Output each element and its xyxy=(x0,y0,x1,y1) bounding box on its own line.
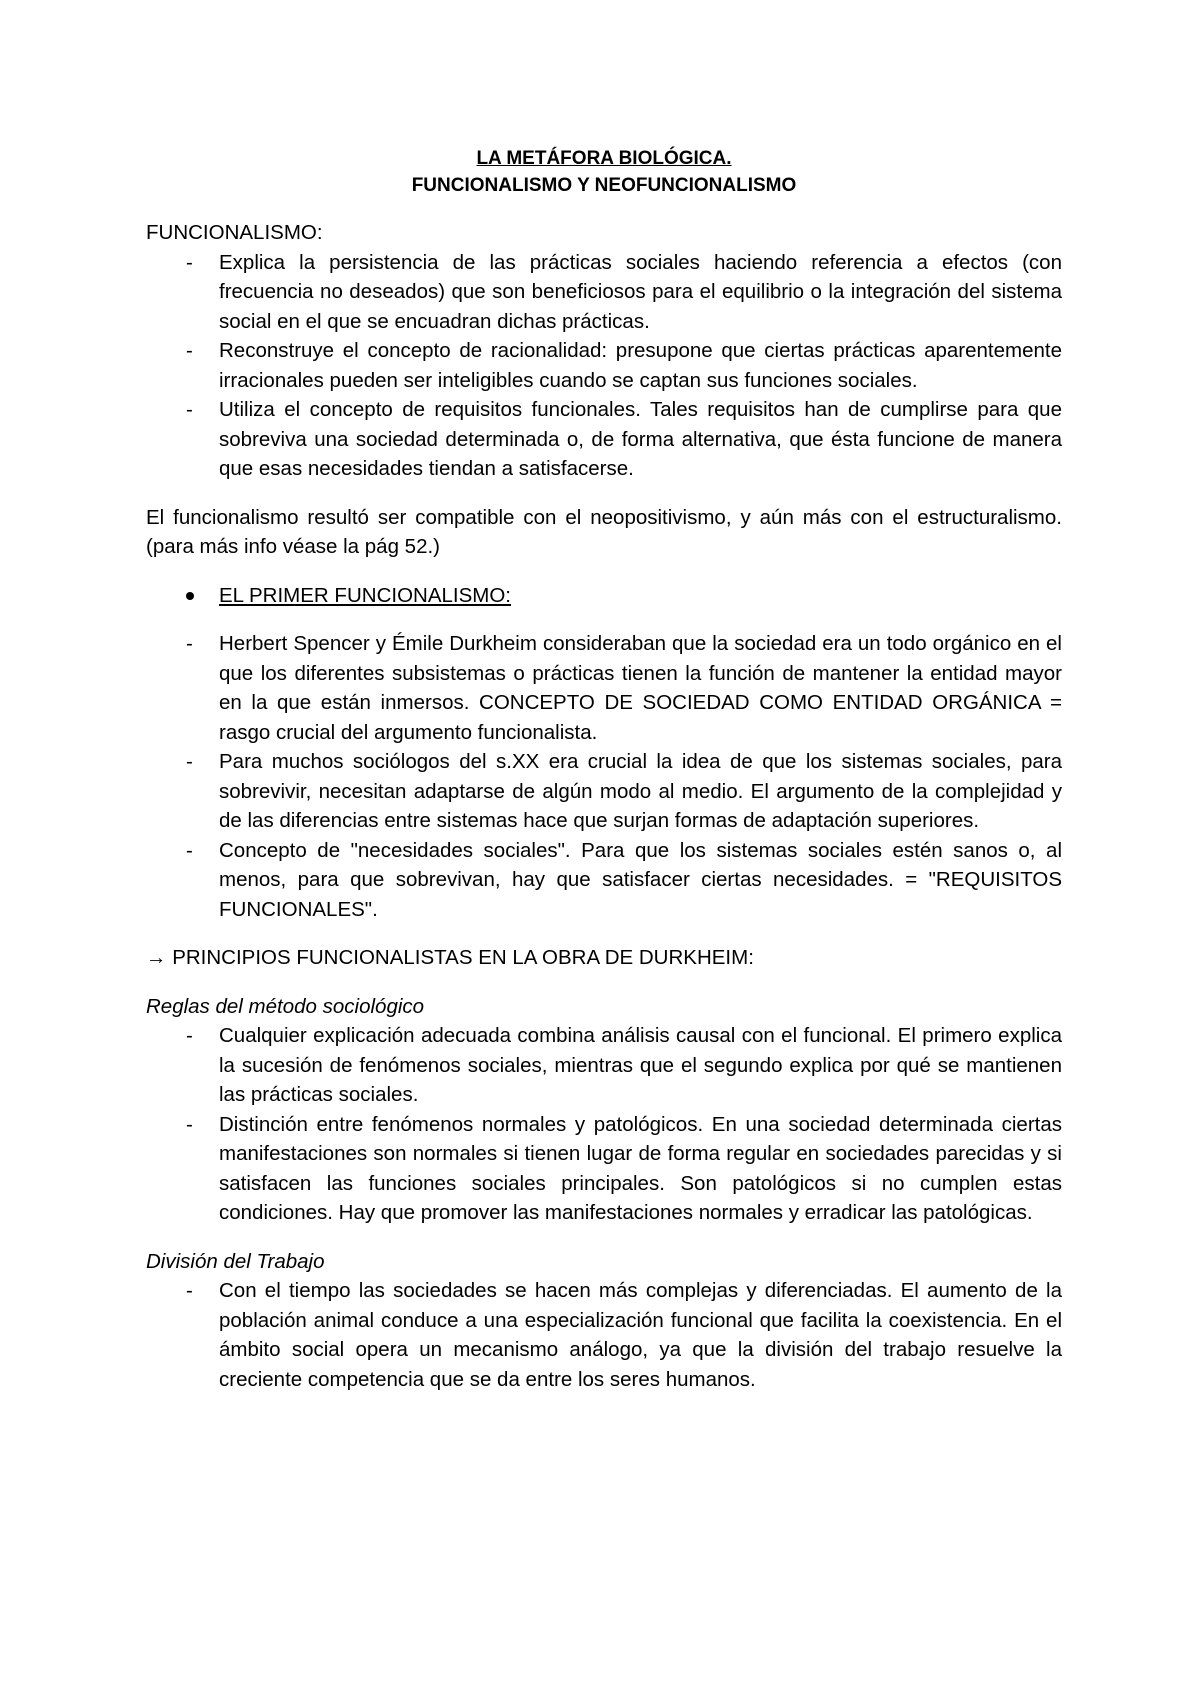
document-subtitle: FUNCIONALISMO Y NEOFUNCIONALISMO xyxy=(411,175,797,196)
list-item: - Reconstruye el concepto de racionalidad: presupone que ciertas prácticas aparentemente irracionales pueden ser inteligibles cuando se captan sus funciones sociales. xyxy=(146,336,1062,395)
section-primer-funcionalismo xyxy=(146,581,1062,925)
list-item: - Para muchos sociólogos del s.XX era crucial la idea de que los sistemas sociales, para sobrevivir, necesitan adaptarse de algún modo al medio. El argumento de la complejidad y de las diferencias entre sistemas hace que surjan formas de adaptación superiores. xyxy=(146,747,1062,836)
section-durkheim xyxy=(146,943,1062,1394)
list-item: - Herbert Spencer y Émile Durkheim consideraban que la sociedad era un todo orgánico en el que los diferentes subsistemas o prácticas tienen la función de mantener la entidad mayor en la que están inmersos. CONCEPTO DE SOCIEDAD COMO ENTIDAD ORGÁNICA = rasgo crucial del argumento funcionalista. xyxy=(146,629,1062,747)
funcionalismo-paragraph: El funcionalismo resultó ser compatible con el neopositivismo, y aún más con el estructuralismo. (para más info véase la pág 52.) xyxy=(146,505,1062,558)
document-title: LA METÁFORA BIOLÓGICA. xyxy=(476,148,732,169)
primer-funcionalismo-list xyxy=(146,629,1062,924)
list-item: - Explica la persistencia de las prácticas sociales haciendo referencia a efectos (con frecuencia no deseados) que son beneficiosos para el equilibrio o la integración del sistema social en el que se encuadran dichas prácticas. xyxy=(146,248,1062,337)
subsection-heading-division: División del Trabajo xyxy=(146,1249,325,1273)
section-heading: EL PRIMER FUNCIONALISMO: xyxy=(219,583,511,607)
list-item: - Cualquier explicación adecuada combina análisis causal con el funcional. El primero explica la sucesión de fenómenos sociales, mientras que el segundo explica por qué se mantienen las prácticas sociales. xyxy=(146,1021,1062,1110)
funcionalismo-list xyxy=(146,248,1062,484)
list-item: - Distinción entre fenómenos normales y patológicos. En una sociedad determinada ciertas manifestaciones son normales si tienen lugar de forma regular en sociedades parecidas y si satisfacen las funciones sociales principales. Son patológicos si no cumplen estas condiciones. Hay que promover las manifestaciones normales y erradicar las patológicas. xyxy=(146,1110,1062,1228)
list-item: - Concepto de "necesidades sociales". Para que los sistemas sociales estén sanos o, al menos, para que sobrevivan, hay que satisfacer ciertas necesidades. = "REQUISITOS FUNCIONALES". xyxy=(146,836,1062,925)
bullet-icon xyxy=(186,592,194,600)
reglas-list xyxy=(146,1021,1062,1228)
list-item: - Utiliza el concepto de requisitos funcionales. Tales requisitos han de cumplirse para que sobreviva una sociedad determinada o, de forma alternativa, que ésta funcione de manera que esas necesidades tiendan a satisfacerse. xyxy=(146,395,1062,484)
bullet-heading xyxy=(146,581,1062,611)
subsection-heading-reglas: Reglas del método sociológico xyxy=(146,994,425,1018)
section-funcionalismo xyxy=(146,218,1062,562)
section-heading: FUNCIONALISMO: xyxy=(146,221,323,244)
section-heading: → PRINCIPIOS FUNCIONALISTAS EN LA OBRA DE DURKHEIM: xyxy=(146,946,754,969)
list-item: - Con el tiempo las sociedades se hacen más complejas y diferenciadas. El aumento de la población animal conduce a una especialización funcional que facilita la coexistencia. En el ámbito social opera un mecanismo análogo, ya que la división del trabajo resuelve la creciente competencia que se da entre los seres humanos. xyxy=(146,1276,1062,1394)
division-list xyxy=(146,1276,1062,1394)
